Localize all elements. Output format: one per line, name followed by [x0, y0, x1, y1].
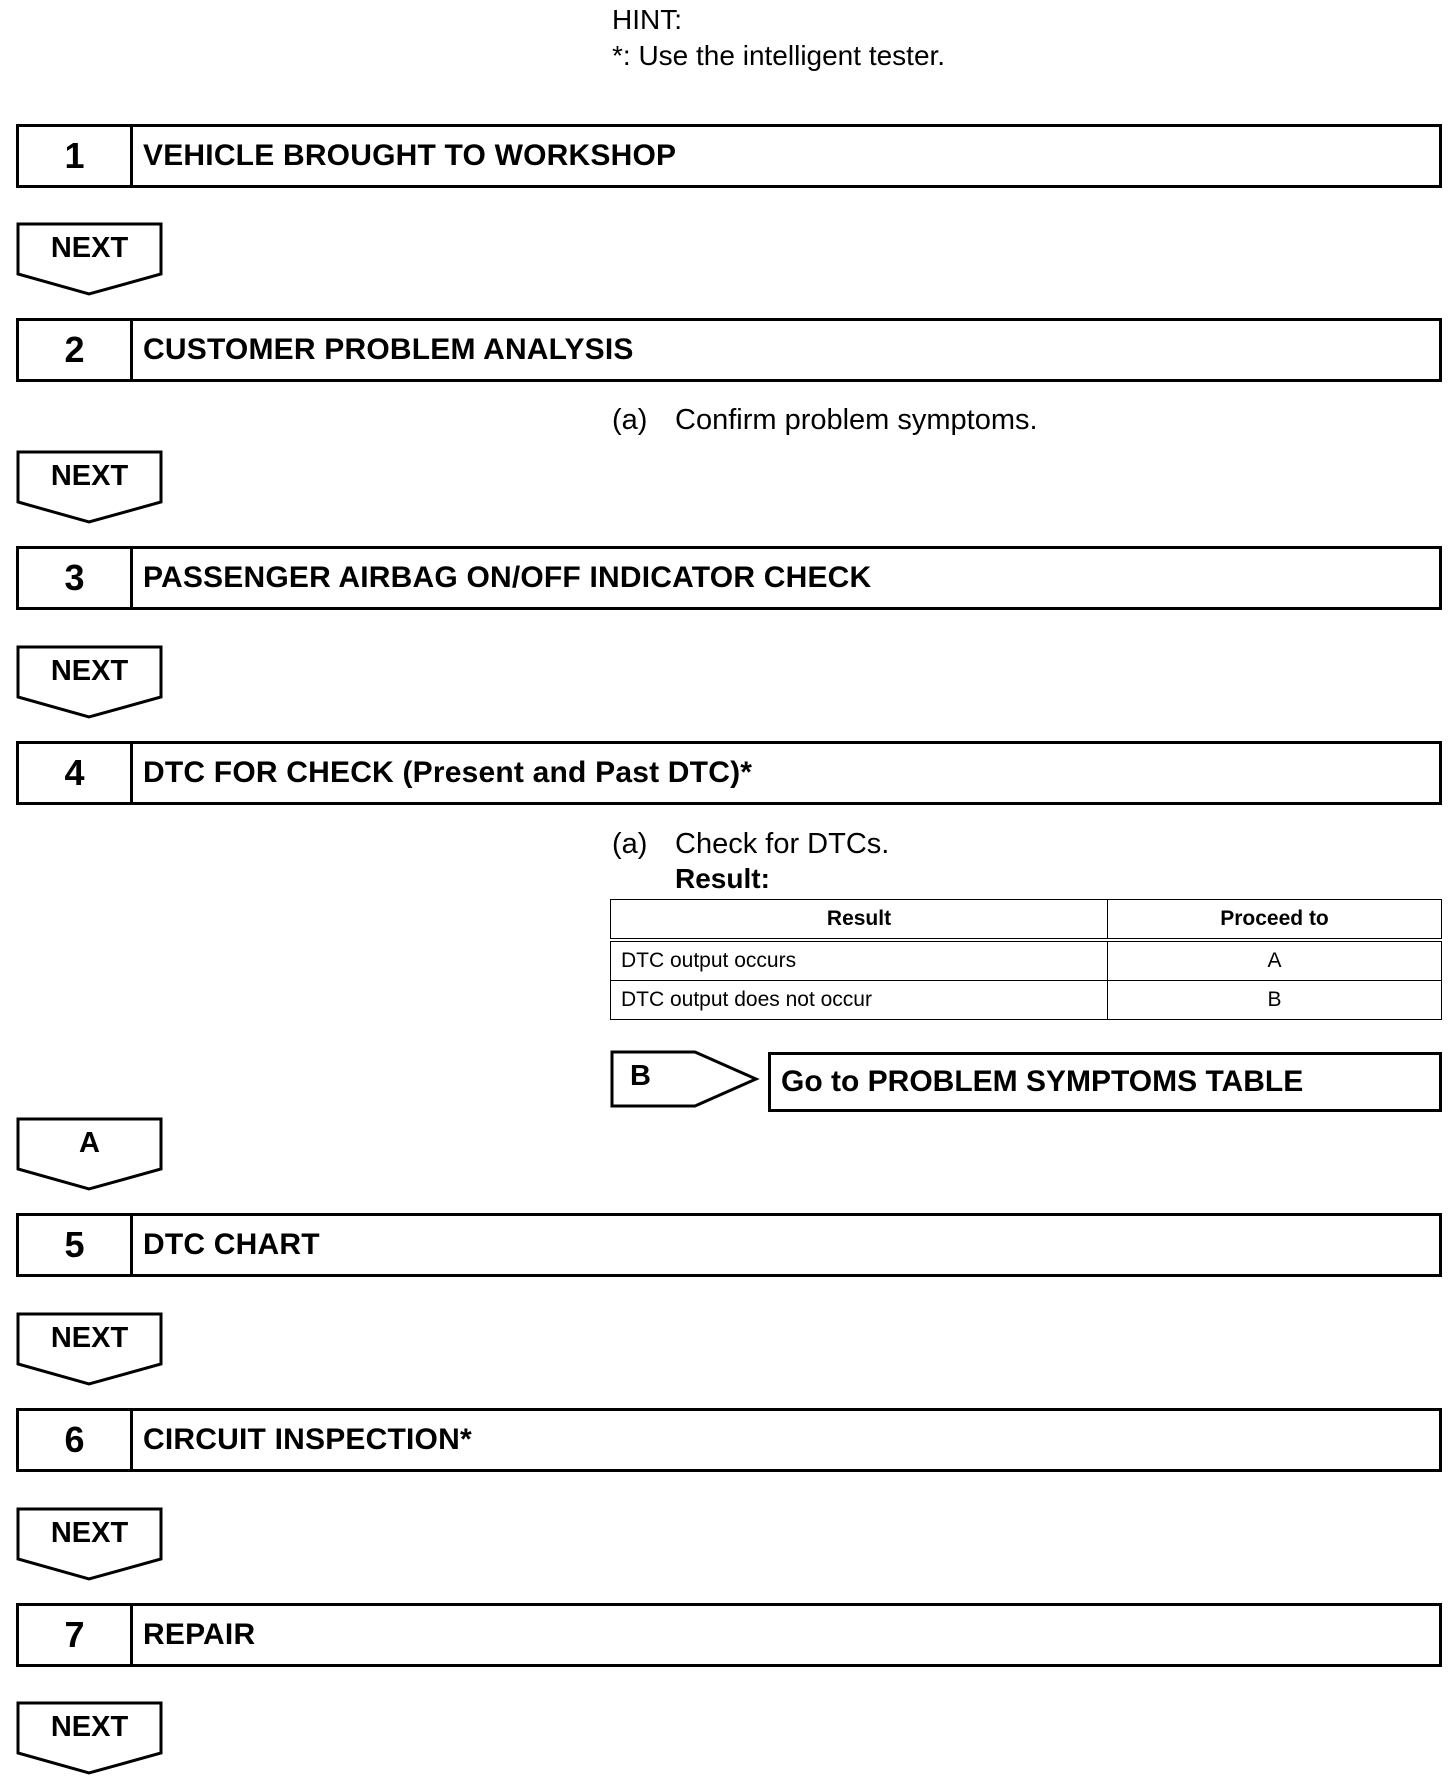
step-number: 2 — [19, 321, 133, 379]
step-number: 5 — [19, 1216, 133, 1274]
step-3 — [16, 546, 1442, 610]
arrow-label: NEXT — [50, 1322, 129, 1354]
table-row — [611, 940, 1442, 981]
header-proceed-to: Proceed to — [1108, 900, 1442, 941]
step-number: 4 — [19, 744, 133, 802]
next-arrow — [16, 450, 163, 526]
result-cell: DTC output does not occur — [611, 981, 1108, 1020]
arrow-label: NEXT — [50, 1711, 129, 1743]
step-1 — [16, 124, 1442, 188]
hint-note: *: Use the intelligent tester. — [612, 40, 946, 71]
a-arrow — [16, 1117, 163, 1193]
next-arrow — [16, 1312, 163, 1388]
step-title: VEHICLE BROUGHT TO WORKSHOP — [143, 139, 677, 172]
table-row — [611, 981, 1442, 1020]
step-title: DTC FOR CHECK (Present and Past DTC)* — [143, 756, 753, 789]
step-6 — [16, 1408, 1442, 1472]
branch-b-label: B — [630, 1060, 651, 1092]
step-4 — [16, 741, 1442, 805]
arrow-label: A — [79, 1127, 100, 1159]
step-number: 3 — [19, 549, 133, 607]
arrow-label: NEXT — [50, 460, 129, 492]
step-5 — [16, 1213, 1442, 1277]
step-number: 6 — [19, 1411, 133, 1469]
next-arrow — [16, 1507, 163, 1583]
step-title: DTC CHART — [143, 1228, 320, 1261]
step-2 — [16, 318, 1442, 382]
step-title: CIRCUIT INSPECTION* — [143, 1423, 472, 1456]
arrow-label: NEXT — [50, 1517, 129, 1549]
table-header-row — [611, 900, 1442, 941]
result-cell: DTC output occurs — [611, 940, 1108, 981]
result-label: Result: — [675, 863, 770, 894]
header-result: Result — [611, 900, 1108, 941]
step-title: REPAIR — [143, 1618, 256, 1651]
next-arrow — [16, 1701, 163, 1777]
step2-text: Confirm problem symptoms. — [675, 404, 1038, 436]
step4-text: Check for DTCs. — [675, 828, 890, 860]
step-title: PASSENGER AIRBAG ON/OFF INDICATOR CHECK — [143, 561, 872, 594]
step2-marker: (a) — [612, 404, 648, 436]
step-title: CUSTOMER PROBLEM ANALYSIS — [143, 333, 634, 366]
result-table — [610, 899, 1442, 1020]
proceed-cell: A — [1108, 940, 1442, 981]
next-arrow — [16, 222, 163, 298]
arrow-label: NEXT — [50, 655, 129, 687]
next-arrow — [16, 645, 163, 721]
step-number: 7 — [19, 1606, 133, 1664]
step4-marker: (a) — [612, 828, 648, 860]
step-7 — [16, 1603, 1442, 1667]
hint-label: HINT: — [612, 4, 682, 35]
proceed-cell: B — [1108, 981, 1442, 1020]
arrow-label: NEXT — [50, 232, 129, 264]
branch-b-target: Go to PROBLEM SYMPTOMS TABLE — [768, 1052, 1442, 1112]
step-number: 1 — [19, 127, 133, 185]
